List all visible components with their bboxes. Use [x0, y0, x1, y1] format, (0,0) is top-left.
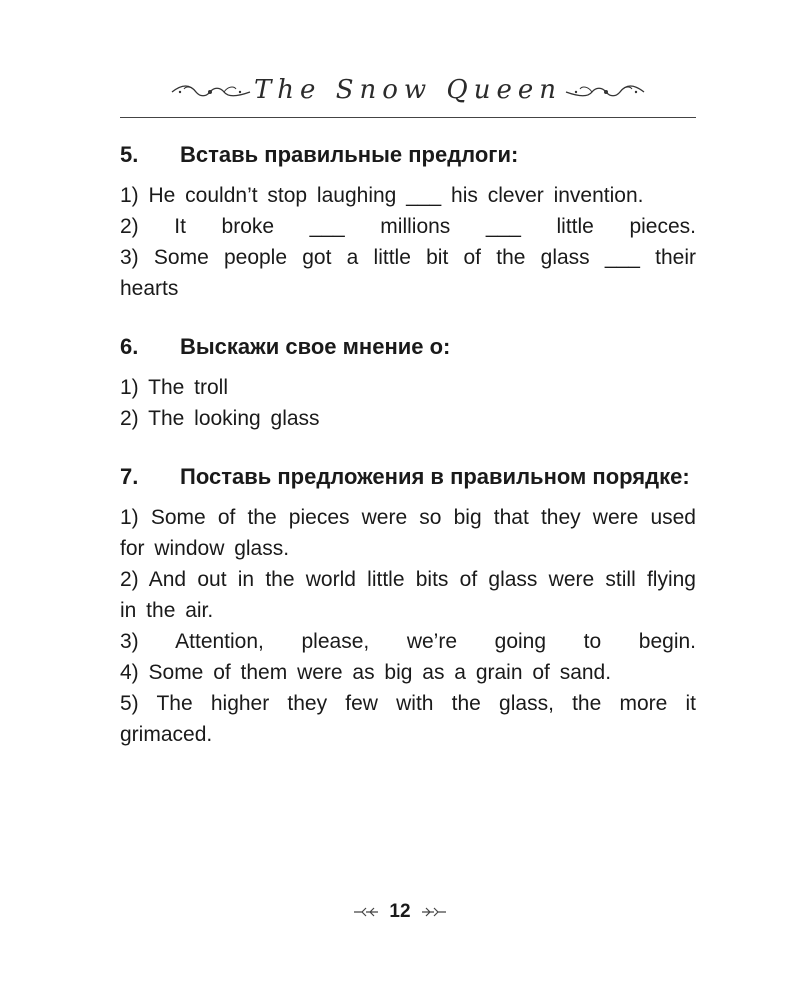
exercise-items — [120, 372, 696, 434]
exercise-number: 5. — [120, 142, 139, 167]
exercise-item: 5) The higher they few with the glass, the more it grimaced. — [120, 692, 696, 746]
flourish-ornament-right-icon — [564, 80, 646, 104]
book-title: The Snow Queen — [253, 75, 563, 105]
exercise-section-5 — [120, 140, 696, 304]
exercise-item: 3) Attention, please, we’re going to begin. — [120, 630, 696, 653]
exercise-item: 1) He couldn’t stop laughing ___ his clever invention. — [120, 184, 644, 207]
exercise-item: 2) It broke ___ millions ___ little pieces. — [120, 215, 696, 238]
exercise-items — [120, 502, 696, 750]
header-divider — [120, 117, 696, 119]
exercise-number: 6. — [120, 334, 139, 359]
exercise-item: 4) Some of them were as big as a grain of sand. — [120, 661, 612, 684]
page-number: 12 — [389, 901, 411, 922]
exercise-heading: Вставь правильные предлоги: — [180, 142, 519, 167]
exercise-item: 1) Some of the pieces were so big that they were used for window glass. — [120, 506, 696, 560]
exercise-item: 2) And out in the world little bits of glass were still flying in the air. — [120, 568, 696, 622]
exercise-item: 2) The looking glass — [120, 407, 320, 430]
exercise-section-6 — [120, 332, 696, 434]
footer-ornament-right-icon — [421, 906, 447, 918]
footer-ornament-left-icon — [353, 906, 379, 918]
exercise-section-7 — [120, 462, 696, 750]
exercise-item: 1) The troll — [120, 376, 228, 399]
exercise-title — [120, 140, 696, 170]
exercise-item: 3) Some people got a little bit of the glass ___ their hearts — [120, 246, 696, 300]
exercise-title — [120, 332, 696, 362]
page-footer — [0, 900, 800, 924]
exercise-number: 7. — [120, 464, 139, 489]
exercise-title — [120, 462, 696, 492]
exercise-content — [120, 140, 696, 778]
exercise-items — [120, 180, 696, 304]
exercise-heading: Поставь предложения в правильном порядке: — [180, 464, 690, 489]
running-header — [120, 68, 696, 118]
exercise-heading: Выскажи свое мнение о: — [180, 334, 451, 359]
